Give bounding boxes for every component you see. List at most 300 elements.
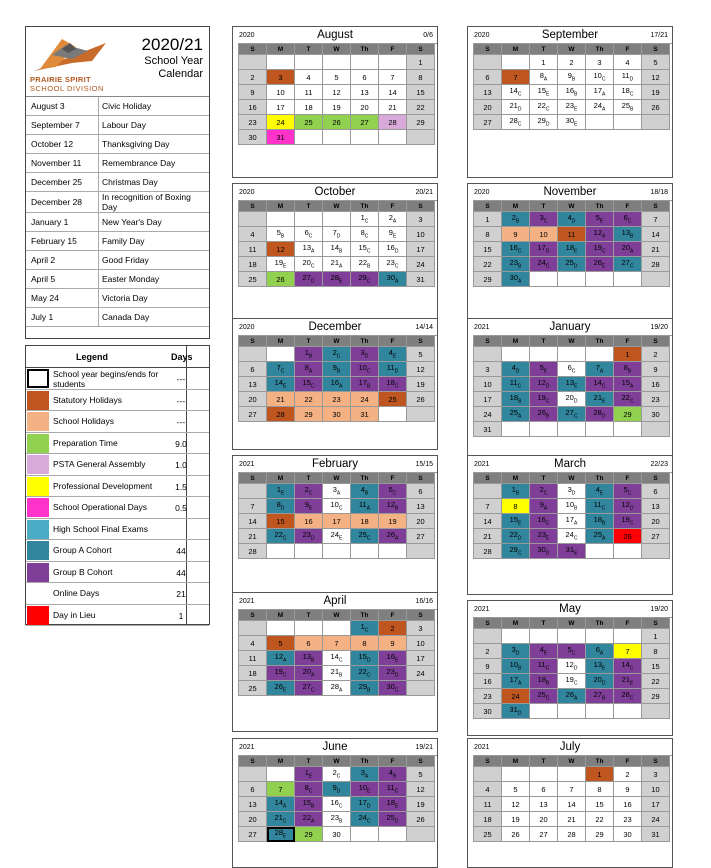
rotation-letter: E <box>283 687 287 694</box>
day-number: $18_E$ <box>386 798 399 810</box>
day-cell <box>558 812 586 827</box>
day-number: 20 <box>360 102 369 112</box>
day-cell <box>642 55 670 70</box>
rotation-letter: C <box>366 818 371 825</box>
day-number: $12_A$ <box>274 652 287 664</box>
legend-row <box>26 497 209 519</box>
day-cell <box>267 227 295 242</box>
day-cell <box>642 100 670 115</box>
day-cell <box>586 392 614 407</box>
day-cell <box>586 100 614 115</box>
day-cell <box>323 666 351 681</box>
rotation-letter: C <box>601 505 606 512</box>
day-number: 24 <box>416 668 425 678</box>
day-cell <box>642 212 670 227</box>
weekday-header: S <box>239 201 267 212</box>
rotation-letter: C <box>364 233 369 240</box>
day-cell <box>379 407 407 422</box>
day-cell <box>239 362 267 377</box>
legend-row <box>26 411 209 433</box>
day-cell <box>642 674 670 689</box>
day-cell <box>295 681 323 696</box>
day-number: 17 <box>332 516 341 526</box>
weekday-header: F <box>614 756 642 767</box>
day-count: 20/21 <box>415 189 433 196</box>
rotation-letter: D <box>571 490 576 497</box>
day-number: 22 <box>651 676 660 686</box>
rotation-letter: E <box>283 833 287 840</box>
rotation-letter: A <box>518 413 522 420</box>
day-cell <box>614 227 642 242</box>
day-number: 10 <box>651 784 660 794</box>
rotation-letter: D <box>545 121 550 128</box>
day-number: $5_C$ <box>567 645 576 657</box>
day-cell <box>323 782 351 797</box>
day-cell <box>267 392 295 407</box>
day-cell <box>614 529 642 544</box>
rotation-letter: E <box>518 520 522 527</box>
day-number: 23 <box>332 394 341 404</box>
day-number: $21_E$ <box>593 393 606 405</box>
day-cell <box>558 422 586 437</box>
day-cell <box>474 257 502 272</box>
day-number: $15_E$ <box>537 86 550 98</box>
day-cell <box>530 514 558 529</box>
day-number: $11_A$ <box>358 500 371 512</box>
day-cell <box>407 130 435 145</box>
day-number: 13 <box>483 87 492 97</box>
day-number: 11 <box>483 799 492 809</box>
day-cell <box>351 227 379 242</box>
day-cell <box>502 812 530 827</box>
rotation-letter: E <box>543 368 548 375</box>
day-cell <box>642 704 670 719</box>
day-number: 31 <box>416 274 425 284</box>
weekday-header: T <box>295 336 323 347</box>
legend-heading: Legend <box>76 352 109 362</box>
weekday-header: F <box>614 473 642 484</box>
day-number: $27_D$ <box>302 273 315 285</box>
day-cell <box>379 70 407 85</box>
day-cell <box>502 70 530 85</box>
day-cell <box>239 272 267 287</box>
day-number: 24 <box>416 259 425 269</box>
rotation-letter: B <box>311 803 315 810</box>
day-cell <box>407 621 435 636</box>
day-number: 30 <box>483 706 492 716</box>
rotation-letter: E <box>392 353 397 360</box>
day-number: $1_B$ <box>511 485 520 497</box>
day-number: 23 <box>651 394 660 404</box>
day-cell <box>614 422 642 437</box>
day-number: $4_B$ <box>360 485 369 497</box>
day-cell <box>239 651 267 666</box>
day-number: 21 <box>651 244 660 254</box>
day-number: $30_A$ <box>509 273 522 285</box>
day-number: 12 <box>511 799 520 809</box>
rotation-letter: A <box>602 106 606 113</box>
day-cell <box>558 212 586 227</box>
day-number: 16 <box>651 379 660 389</box>
day-cell <box>407 115 435 130</box>
day-number: 8 <box>597 784 602 794</box>
day-cell <box>530 55 558 70</box>
legend-days: 0.5 <box>175 503 187 513</box>
rotation-letter: C <box>310 383 315 390</box>
day-cell <box>295 499 323 514</box>
day-cell <box>239 227 267 242</box>
rotation-letter: B <box>515 218 520 225</box>
rotation-letter: E <box>574 121 578 128</box>
rotation-letter: E <box>395 657 399 664</box>
rotation-letter: B <box>364 490 369 497</box>
day-cell <box>502 407 530 422</box>
day-cell <box>267 347 295 362</box>
rotation-letter: D <box>629 505 634 512</box>
day-number: $5_B$ <box>276 228 285 240</box>
day-cell <box>642 529 670 544</box>
day-number: 24 <box>360 394 369 404</box>
rotation-letter: B <box>546 680 550 687</box>
day-number: 1 <box>418 57 423 67</box>
day-number: $8_C$ <box>304 783 313 795</box>
weekday-header: W <box>323 756 351 767</box>
legend-swatch <box>27 455 49 474</box>
weekday-header: S <box>642 44 670 55</box>
day-cell <box>267 85 295 100</box>
day-number: $22_C$ <box>358 667 371 679</box>
day-number: 7 <box>334 638 339 648</box>
day-cell <box>407 797 435 812</box>
holiday-panel <box>25 26 210 339</box>
holiday-row <box>26 289 209 308</box>
rotation-letter: A <box>574 520 578 527</box>
month-september <box>467 26 673 178</box>
day-number: $15_A$ <box>621 378 634 390</box>
day-cell <box>530 392 558 407</box>
weekday-header: T <box>530 618 558 629</box>
day-cell <box>351 130 379 145</box>
day-number: $4_D$ <box>511 363 520 375</box>
day-cell <box>351 347 379 362</box>
day-cell <box>267 362 295 377</box>
day-number: $25_D$ <box>386 813 399 825</box>
day-number: $27_C$ <box>621 258 634 270</box>
day-cell <box>474 70 502 85</box>
day-cell <box>642 767 670 782</box>
day-number: 6 <box>418 486 423 496</box>
rotation-letter: D <box>601 680 606 687</box>
day-number: 5 <box>513 784 518 794</box>
rotation-letter: C <box>545 665 550 672</box>
day-number: 21 <box>567 814 576 824</box>
logo-text: PRAIRIE SPIRIT SCHOOL DIVISION <box>30 75 104 93</box>
day-number: $23_E$ <box>565 101 578 113</box>
day-cell <box>502 797 530 812</box>
weekday-header: S <box>407 473 435 484</box>
rotation-letter: D <box>573 398 578 405</box>
rotation-letter: A <box>339 383 343 390</box>
day-cell <box>267 812 295 827</box>
day-cell <box>407 484 435 499</box>
rotation-letter: A <box>392 218 397 225</box>
day-cell <box>474 212 502 227</box>
day-cell <box>474 827 502 842</box>
rotation-letter: E <box>392 233 397 240</box>
day-number: $18_C$ <box>621 86 634 98</box>
day-number: $29_C$ <box>509 545 522 557</box>
rotation-letter: C <box>517 248 522 255</box>
day-cell <box>267 130 295 145</box>
day-number: $18_E$ <box>565 243 578 255</box>
day-number: 3 <box>653 769 658 779</box>
day-cell <box>407 227 435 242</box>
day-number: $29_D$ <box>537 116 550 128</box>
day-cell <box>407 812 435 827</box>
day-cell <box>530 689 558 704</box>
day-number: 30 <box>248 132 257 142</box>
day-cell <box>502 689 530 704</box>
day-cell <box>614 484 642 499</box>
day-number: $26_E$ <box>274 682 287 694</box>
day-cell <box>502 347 530 362</box>
day-cell <box>614 272 642 287</box>
rotation-letter: C <box>517 383 522 390</box>
day-number: $22_C$ <box>274 530 287 542</box>
day-cell <box>642 827 670 842</box>
day-number: 1 <box>597 769 602 779</box>
day-number: $14_C$ <box>621 660 634 672</box>
day-number: 25 <box>248 274 257 284</box>
legend-swatch <box>27 606 49 625</box>
day-cell <box>351 827 379 842</box>
rotation-letter: D <box>394 818 399 825</box>
rotation-letter: A <box>364 773 369 780</box>
day-cell <box>323 347 351 362</box>
day-cell <box>530 70 558 85</box>
holiday-date: April 5 <box>31 274 56 284</box>
day-cell <box>502 499 530 514</box>
day-number: $4_B$ <box>388 768 397 780</box>
weekday-header: S <box>239 473 267 484</box>
day-cell <box>614 644 642 659</box>
weekday-header: S <box>642 756 670 767</box>
rotation-letter: B <box>518 263 522 270</box>
day-number: 11 <box>304 87 313 97</box>
day-number: $17_D$ <box>358 798 371 810</box>
day-cell <box>614 514 642 529</box>
rotation-letter: B <box>339 818 343 825</box>
day-cell <box>474 514 502 529</box>
day-cell <box>323 499 351 514</box>
day-number: 3 <box>597 57 602 67</box>
day-cell <box>323 484 351 499</box>
day-cell <box>642 484 670 499</box>
rotation-letter: A <box>366 505 371 512</box>
weekday-header: F <box>379 473 407 484</box>
rotation-letter: C <box>394 788 399 795</box>
day-number: $7_C$ <box>276 363 285 375</box>
day-number: 18 <box>248 668 257 678</box>
day-cell <box>614 499 642 514</box>
day-number: $25_C$ <box>537 690 550 702</box>
day-number: $2_C$ <box>304 485 313 497</box>
rotation-letter: B <box>339 248 343 255</box>
day-cell <box>530 212 558 227</box>
month-march <box>467 455 673 595</box>
day-number: $9_B$ <box>567 71 576 83</box>
day-number: 20 <box>248 814 257 824</box>
calendar-title: 2020/21 <box>141 35 203 54</box>
weekday-header: F <box>614 201 642 212</box>
day-number: $13_E$ <box>565 378 578 390</box>
day-number: $9_B$ <box>332 363 341 375</box>
day-cell <box>586 362 614 377</box>
day-cell <box>558 242 586 257</box>
day-cell <box>474 689 502 704</box>
day-cell <box>351 85 379 100</box>
weekday-header: S <box>239 44 267 55</box>
day-number: 28 <box>276 409 285 419</box>
day-number: $21_C$ <box>274 813 287 825</box>
weekday-header: F <box>379 44 407 55</box>
rotation-letter: C <box>629 398 634 405</box>
day-number: $1_E$ <box>304 768 313 780</box>
weekday-header: S <box>474 336 502 347</box>
day-number: 29 <box>304 409 313 419</box>
day-cell <box>502 529 530 544</box>
day-cell <box>586 55 614 70</box>
month-july <box>467 738 673 868</box>
day-cell <box>530 377 558 392</box>
day-number: 20 <box>651 516 660 526</box>
day-cell <box>614 55 642 70</box>
month-grid <box>238 200 437 287</box>
day-cell <box>474 499 502 514</box>
day-cell <box>474 484 502 499</box>
rotation-letter: C <box>338 803 343 810</box>
rotation-letter: C <box>601 76 606 83</box>
day-number: 27 <box>651 531 660 541</box>
weekday-header: S <box>474 201 502 212</box>
day-number: $19_E$ <box>274 258 287 270</box>
day-number: $11_C$ <box>509 378 522 390</box>
day-cell <box>351 782 379 797</box>
day-cell <box>586 629 614 644</box>
day-cell <box>642 362 670 377</box>
day-number: $25_C$ <box>358 530 371 542</box>
day-cell <box>239 242 267 257</box>
day-cell <box>351 55 379 70</box>
day-number: 9 <box>250 87 255 97</box>
day-cell <box>351 407 379 422</box>
holiday-row <box>26 308 209 327</box>
rotation-letter: E <box>367 788 371 795</box>
day-number: $15_C$ <box>302 378 315 390</box>
day-number: $8_A$ <box>539 71 548 83</box>
month-october <box>232 183 438 335</box>
weekday-header: S <box>474 473 502 484</box>
weekday-header: M <box>502 201 530 212</box>
day-cell <box>239 681 267 696</box>
rotation-letter: E <box>602 665 606 672</box>
holiday-row <box>26 213 209 232</box>
day-number: 5 <box>418 769 423 779</box>
day-cell <box>586 115 614 130</box>
rotation-letter: E <box>280 490 285 497</box>
day-number: 30 <box>651 409 660 419</box>
legend-table <box>25 345 210 625</box>
day-number: $22_C$ <box>537 101 550 113</box>
day-cell <box>530 782 558 797</box>
month-april <box>232 592 438 732</box>
month-name: July <box>559 741 581 753</box>
day-number: $14_B$ <box>330 243 343 255</box>
holiday-date: October 12 <box>31 139 74 149</box>
school-logo <box>32 33 108 78</box>
day-number: $15_D$ <box>358 652 371 664</box>
legend-label: Group A Cohort <box>53 545 112 555</box>
weekday-header: Th <box>586 473 614 484</box>
rotation-letter: E <box>543 650 548 657</box>
day-cell <box>407 514 435 529</box>
day-cell <box>474 529 502 544</box>
holiday-date: January 1 <box>31 217 69 227</box>
legend-label: Group B Cohort <box>53 566 113 577</box>
day-number: $5_E$ <box>595 213 604 225</box>
holiday-name: Thanksgiving Day <box>102 139 170 149</box>
day-count: 18/18 <box>650 189 668 196</box>
day-cell <box>586 407 614 422</box>
day-cell <box>614 544 642 559</box>
day-number: 10 <box>416 638 425 648</box>
rotation-letter: D <box>366 657 371 664</box>
holiday-row <box>26 251 209 270</box>
day-cell <box>474 422 502 437</box>
day-cell <box>379 55 407 70</box>
day-cell <box>474 362 502 377</box>
rotation-letter: B <box>336 368 341 375</box>
holiday-row <box>26 135 209 154</box>
day-cell <box>558 782 586 797</box>
day-number: $27_B$ <box>593 690 606 702</box>
day-number: $3_D$ <box>360 348 369 360</box>
day-cell <box>351 636 379 651</box>
day-number: $16_C$ <box>330 798 343 810</box>
day-cell <box>379 115 407 130</box>
day-cell <box>239 812 267 827</box>
day-number: 14 <box>651 229 660 239</box>
day-cell <box>239 347 267 362</box>
day-number: $13_E$ <box>593 660 606 672</box>
holiday-row <box>26 173 209 192</box>
day-number: $8_C$ <box>360 228 369 240</box>
day-number: $10_C$ <box>330 500 343 512</box>
rotation-letter: C <box>545 106 550 113</box>
day-cell <box>267 115 295 130</box>
day-number: $27_C$ <box>565 408 578 420</box>
day-cell <box>267 499 295 514</box>
day-cell <box>379 681 407 696</box>
day-cell <box>642 659 670 674</box>
day-number: $23_E$ <box>537 530 550 542</box>
rotation-letter: C <box>282 818 287 825</box>
day-cell <box>558 514 586 529</box>
weekday-header: S <box>407 201 435 212</box>
day-cell <box>295 362 323 377</box>
day-number: $2_A$ <box>388 213 397 225</box>
weekday-header: S <box>407 756 435 767</box>
